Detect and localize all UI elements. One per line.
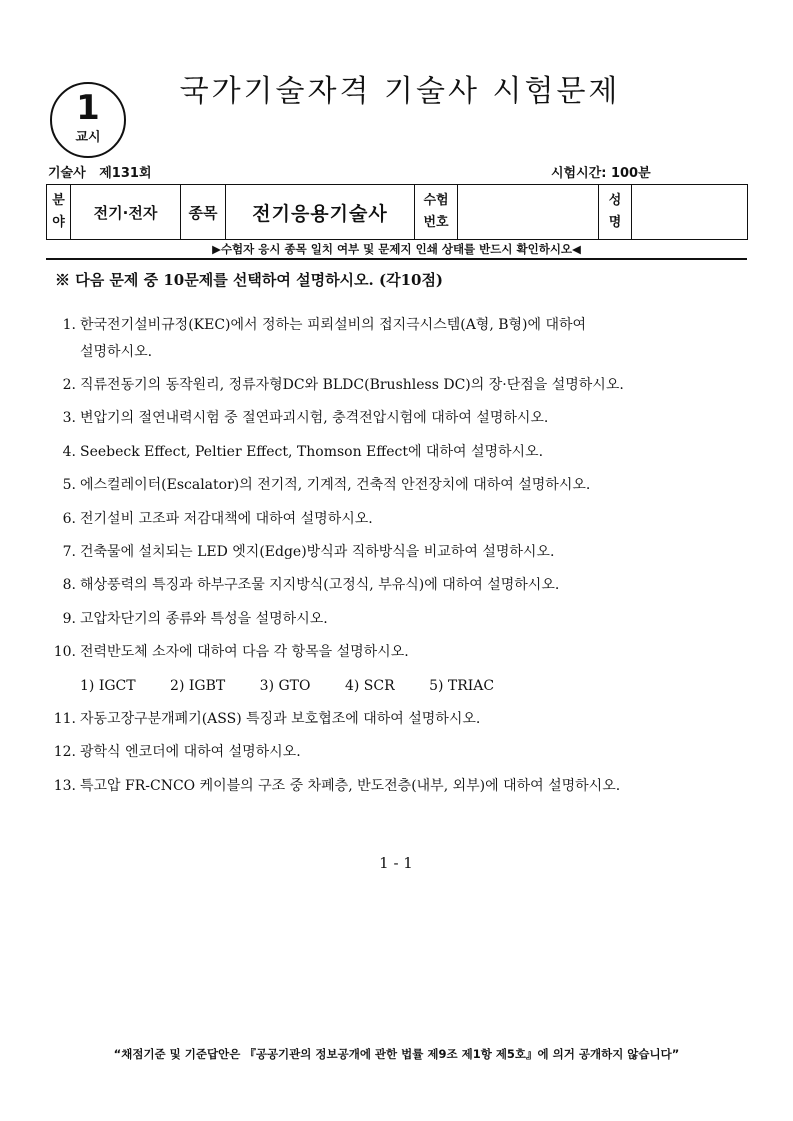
question-item — [40, 407, 755, 429]
question-text: 변압기의 절연내력시험 중 절연파괴시험, 충격전압시험에 대하여 설명하시오. — [80, 410, 549, 426]
question-text: 해상풍력의 특징과 하부구조물 지지방식(고정식, 부유식)에 대하여 설명하시오. — [80, 577, 560, 593]
question-number: 12. — [53, 744, 76, 760]
question-item — [40, 508, 755, 530]
field-label-2: 야 — [52, 215, 65, 230]
question-text: 전기설비 고조파 저감대책에 대하여 설명하시오. — [80, 511, 373, 527]
question-text: 특고압 FR-CNCO 케이블의 구조 중 차폐층, 반도전층(내부, 외부)에 대하여 설명하시오. — [80, 778, 621, 794]
divider — [46, 258, 747, 260]
question-item — [40, 474, 755, 496]
notice-text: ▶수험자 응시 종목 일치 여부 및 문제지 인쇄 상태를 반드시 확인하시오◀ — [212, 242, 581, 256]
name-field[interactable] — [632, 185, 748, 240]
question-number: 13. — [53, 778, 76, 794]
page-number: 1 - 1 — [379, 854, 413, 872]
question-number: 4. — [62, 444, 76, 460]
sub-item: 2) IGBT — [170, 678, 226, 694]
question-item — [40, 708, 755, 730]
question-item — [40, 314, 755, 336]
name-label-2: 명 — [608, 215, 622, 230]
question-number: 8. — [62, 577, 76, 593]
question-text: Seebeck Effect, Peltier Effect, Thomson Effect에 대하여 설명하시오. — [80, 444, 544, 460]
question-item — [40, 641, 755, 663]
exam-time: 시험시간: 100분 — [551, 166, 651, 181]
footer-disclaimer: “채점기준 및 기준답안은 『공공기관의 정보공개에 관한 법률 제9조 제1항 제5호』에 의거 공개하지 않습니다” — [113, 1047, 680, 1061]
item-value: 전기응용기술사 — [226, 185, 415, 240]
question-number: 2. — [62, 377, 76, 393]
question-continuation: 설명하시오. — [80, 344, 153, 360]
question-item — [40, 741, 755, 763]
question-text: 건축물에 설치되는 LED 엣지(Edge)방식과 직하방식을 비교하여 설명하시오. — [80, 544, 555, 560]
sub-item: 4) SCR — [344, 678, 395, 694]
question-number: 1. — [62, 317, 76, 333]
number-label-cell — [415, 185, 458, 240]
question-number: 3. — [62, 410, 76, 426]
question-number: 7. — [62, 544, 76, 560]
name-label-1: 성 — [608, 193, 622, 208]
question-text: 자동고장구분개폐기(ASS) 특징과 보호협조에 대하여 설명하시오. — [80, 711, 481, 727]
exam-info-table — [46, 184, 748, 240]
question-text: 전력반도체 소자에 대하여 다음 각 항목을 설명하시오. — [80, 644, 409, 660]
question-number: 9. — [62, 611, 76, 627]
exam-number-field[interactable] — [458, 185, 599, 240]
field-value: 전기·전자 — [71, 185, 181, 240]
question-number: 5. — [62, 477, 76, 493]
question-item — [40, 374, 755, 396]
session-label: 교시 — [75, 130, 101, 145]
question-number: 10. — [53, 644, 76, 660]
exam-round: 기술사 제131회 — [48, 166, 152, 181]
session-number: 1 — [76, 88, 100, 128]
number-label-2: 번호 — [423, 215, 449, 230]
question-text: 고압차단기의 종류와 특성을 설명하시오. — [80, 611, 328, 627]
instruction: ※ 다음 문제 중 10문제를 선택하여 설명하시오. (각10점) — [55, 271, 444, 289]
field-label-1: 분 — [52, 193, 65, 208]
question-item — [40, 541, 755, 563]
question-item — [40, 441, 755, 463]
question-text: 한국전기설비규정(KEC)에서 정하는 피뢰설비의 접지극시스템(A형, B형)에 대하여 — [80, 317, 587, 333]
sub-item: 3) GTO — [259, 678, 311, 694]
question-item — [40, 608, 755, 630]
page-title: 국가기술자격 기술사 시험문제 — [179, 74, 621, 109]
sub-item: 1) IGCT — [80, 678, 136, 694]
item-label: 종목 — [181, 185, 226, 240]
question-text: 광학식 엔코더에 대하여 설명하시오. — [80, 744, 301, 760]
question-number: 11. — [53, 711, 76, 727]
sub-item: 5) TRIAC — [429, 678, 495, 694]
name-label-cell — [599, 185, 632, 240]
question-number: 6. — [62, 511, 76, 527]
field-label-cell — [47, 185, 71, 240]
question-sub-items — [80, 675, 524, 697]
question-item — [40, 574, 755, 596]
question-text: 에스컬레이터(Escalator)의 전기적, 기계적, 건축적 안전장치에 대하여 설명하시오. — [80, 477, 591, 493]
question-text: 직류전동기의 동작원리, 정류자형DC와 BLDC(Brushless DC)의 장·단점을 설명하시오. — [80, 377, 624, 393]
question-item — [40, 775, 755, 797]
number-label-1: 수험 — [423, 193, 449, 208]
